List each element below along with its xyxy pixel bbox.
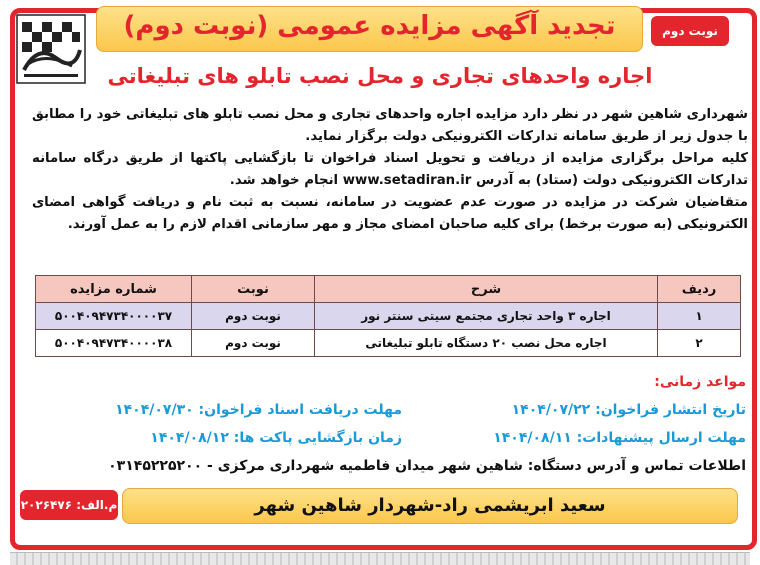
row-auction-number: ۵۰۰۴۰۹۴۷۳۴۰۰۰۰۳۸: [36, 330, 192, 357]
paragraph-eligibility: متقاضیان شرکت در مزایده در صورت عدم عضویت در سامانه، نسبت به ثبت نام و دریافت گواهی امضای الکترونیکی (به صورت برخط) برای کلیه صاحبان امضای مجاز و مهر سازمانی اقدام لازم را به عمل آورند.: [32, 195, 748, 232]
schedule-heading: مواعد زمانی:: [654, 374, 746, 390]
notice-title: تجدید آگهی مزایده عمومی (نوبت دوم): [123, 11, 616, 41]
header-row-number: ردیف: [658, 276, 741, 303]
opening-date: زمان بازگشایی پاکت ها: ۱۴۰۴/۰۸/۱۲: [150, 430, 402, 446]
publication-code: م.الف: ۲۰۲۶۴۷۶: [20, 490, 118, 520]
submit-deadline: مهلت ارسال پیشنهادات: ۱۴۰۴/۰۸/۱۱: [493, 430, 746, 446]
notice-subtitle: اجاره واحدهای تجاری و محل نصب تابلو های تبلیغاتی: [107, 64, 653, 88]
row-description: اجاره محل نصب ۲۰ دستگاه تابلو تبلیغاتی: [315, 330, 658, 357]
row-number: ۱: [658, 303, 741, 330]
municipality-logo-icon: [16, 14, 86, 84]
contact-info: اطلاعات تماس و آدرس دستگاه: شاهین شهر میدان فاطمیه شهرداری مرکزی - ۰۳۱۴۵۲۲۵۲۰۰: [108, 458, 746, 474]
title-banner: [96, 6, 643, 52]
row-auction-number: ۵۰۰۴۰۹۴۷۳۴۰۰۰۰۳۷: [36, 303, 192, 330]
paragraph-intro: شهرداری شاهین شهر در نظر دارد مزایده اجاره واحدهای تجاری و محل نصب تابلو های تبلیغاتی خود را مطابق با جدول زیر از طریق سامانه تدارکات الکترونیکی دولت برگزار نماید.: [32, 107, 748, 144]
signer-banner: [122, 488, 738, 524]
header-description: شرح: [315, 276, 658, 303]
row-round: نوبت دوم: [192, 303, 315, 330]
docs-deadline: مهلت دریافت اسناد فراخوان: ۱۴۰۴/۰۷/۳۰: [115, 402, 402, 418]
row-round: نوبت دوم: [192, 330, 315, 357]
paragraph-process: کلیه مراحل برگزاری مزایده از دریافت و تحویل اسناد فراخوان تا بازگشایی پاکتها از طریق درگاه سامانه تدارکات الکترونیکی دولت (ستاد) به آدرس www.setadiran.ir انجام خواهد شد.: [32, 151, 748, 188]
table-row: [36, 330, 741, 357]
table-header-row: [36, 276, 741, 303]
row-description: اجاره ۳ واحد تجاری مجتمع سیتی سنتر نور: [315, 303, 658, 330]
signer-name: سعید ابریشمی راد-شهردار شاهین شهر: [254, 495, 606, 516]
round-badge: نوبت دوم: [651, 16, 729, 46]
header-round: نوبت: [192, 276, 315, 303]
table-row: [36, 303, 741, 330]
auction-table: [35, 275, 741, 357]
publish-date: تاریخ انتشار فراخوان: ۱۴۰۴/۰۷/۲۲: [511, 402, 746, 418]
page-divider: [10, 552, 750, 565]
row-number: ۲: [658, 330, 741, 357]
header-auction-number: شماره مزایده: [36, 276, 192, 303]
